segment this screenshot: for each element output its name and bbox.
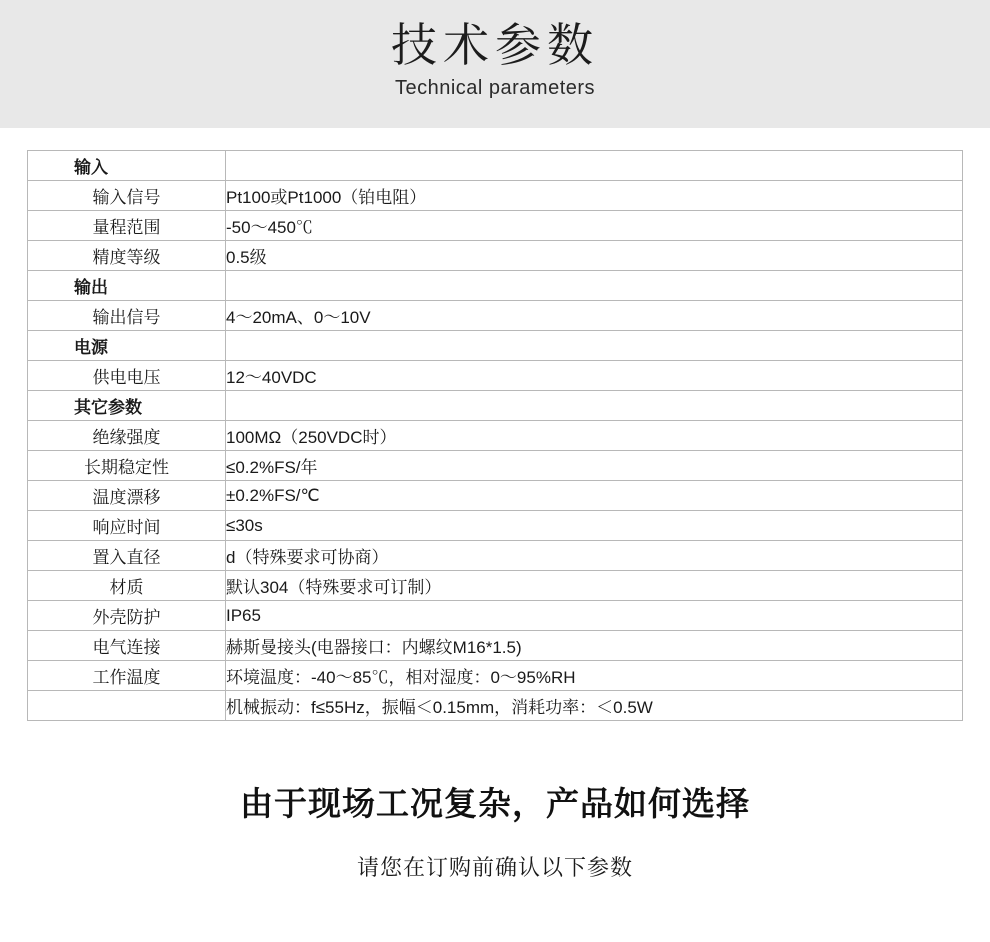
table-row: [28, 481, 963, 511]
spec-label: 输出信号: [28, 301, 226, 331]
table-row: [28, 691, 963, 721]
spec-value: [226, 271, 963, 301]
spec-label: 输入信号: [28, 181, 226, 211]
spec-label: 材质: [28, 571, 226, 601]
page-title: 技术参数: [391, 19, 599, 71]
footer-heading: 由于现场工况复杂，产品如何选择: [240, 785, 750, 822]
spec-label: [28, 691, 226, 721]
spec-value: 赫斯曼接头(电器接口：内螺纹M16*1.5): [226, 631, 963, 661]
header-banner: [0, 0, 990, 128]
table-row: [28, 451, 963, 481]
spec-value: 环境温度：-40～85℃，相对湿度：0～95%RH: [226, 661, 963, 691]
table-row: [28, 601, 963, 631]
table-row: [28, 661, 963, 691]
table-row: [28, 301, 963, 331]
table-row: [28, 541, 963, 571]
spec-value: 默认304（特殊要求可订制）: [226, 571, 963, 601]
spec-label: 响应时间: [28, 511, 226, 541]
spec-value: 4～20mA、0～10V: [226, 301, 963, 331]
spec-label: 外壳防护: [28, 601, 226, 631]
spec-value: 12～40VDC: [226, 361, 963, 391]
spec-value: 100MΩ（250VDC时）: [226, 421, 963, 451]
spec-label: 电源: [28, 331, 226, 361]
spec-label: 精度等级: [28, 241, 226, 271]
spec-value: ≤30s: [226, 511, 963, 541]
spec-label: 绝缘强度: [28, 421, 226, 451]
page-subtitle: Technical parameters: [394, 77, 596, 99]
table-row: [28, 211, 963, 241]
spec-label: 量程范围: [28, 211, 226, 241]
table-row: [28, 571, 963, 601]
spec-label: 长期稳定性: [28, 451, 226, 481]
spec-label: 输入: [28, 151, 226, 181]
spec-label: 置入直径: [28, 541, 226, 571]
table-row: [28, 631, 963, 661]
spec-value: -50～450℃: [226, 211, 963, 241]
spec-label: 工作温度: [28, 661, 226, 691]
spec-table: [27, 150, 963, 721]
table-row: [28, 151, 963, 181]
footer-block: [0, 781, 990, 883]
table-row: [28, 511, 963, 541]
spec-label: 温度漂移: [28, 481, 226, 511]
spec-value: 机械振动：f≤55Hz，振幅＜0.15mm，消耗功率：＜0.5W: [226, 691, 963, 721]
spec-value: ≤0.2%FS/年: [226, 451, 963, 481]
spec-value: [226, 331, 963, 361]
spec-value: [226, 391, 963, 421]
table-row: [28, 241, 963, 271]
spec-value: IP65: [226, 601, 963, 631]
table-row: [28, 421, 963, 451]
spec-value: [226, 151, 963, 181]
footer-subheading: 请您在订购前确认以下参数: [356, 855, 633, 880]
spec-label: 输出: [28, 271, 226, 301]
spec-value: Pt100或Pt1000（铂电阻）: [226, 181, 963, 211]
spec-value: ±0.2%FS/℃: [226, 481, 963, 511]
spec-value: d（特殊要求可协商）: [226, 541, 963, 571]
spec-label: 电气连接: [28, 631, 226, 661]
table-row: [28, 271, 963, 301]
spec-label: 供电电压: [28, 361, 226, 391]
table-row: [28, 391, 963, 421]
table-row: [28, 331, 963, 361]
table-row: [28, 361, 963, 391]
table-row: [28, 181, 963, 211]
spec-table-wrap: [0, 128, 990, 721]
spec-value: 0.5级: [226, 241, 963, 271]
spec-label: 其它参数: [28, 391, 226, 421]
